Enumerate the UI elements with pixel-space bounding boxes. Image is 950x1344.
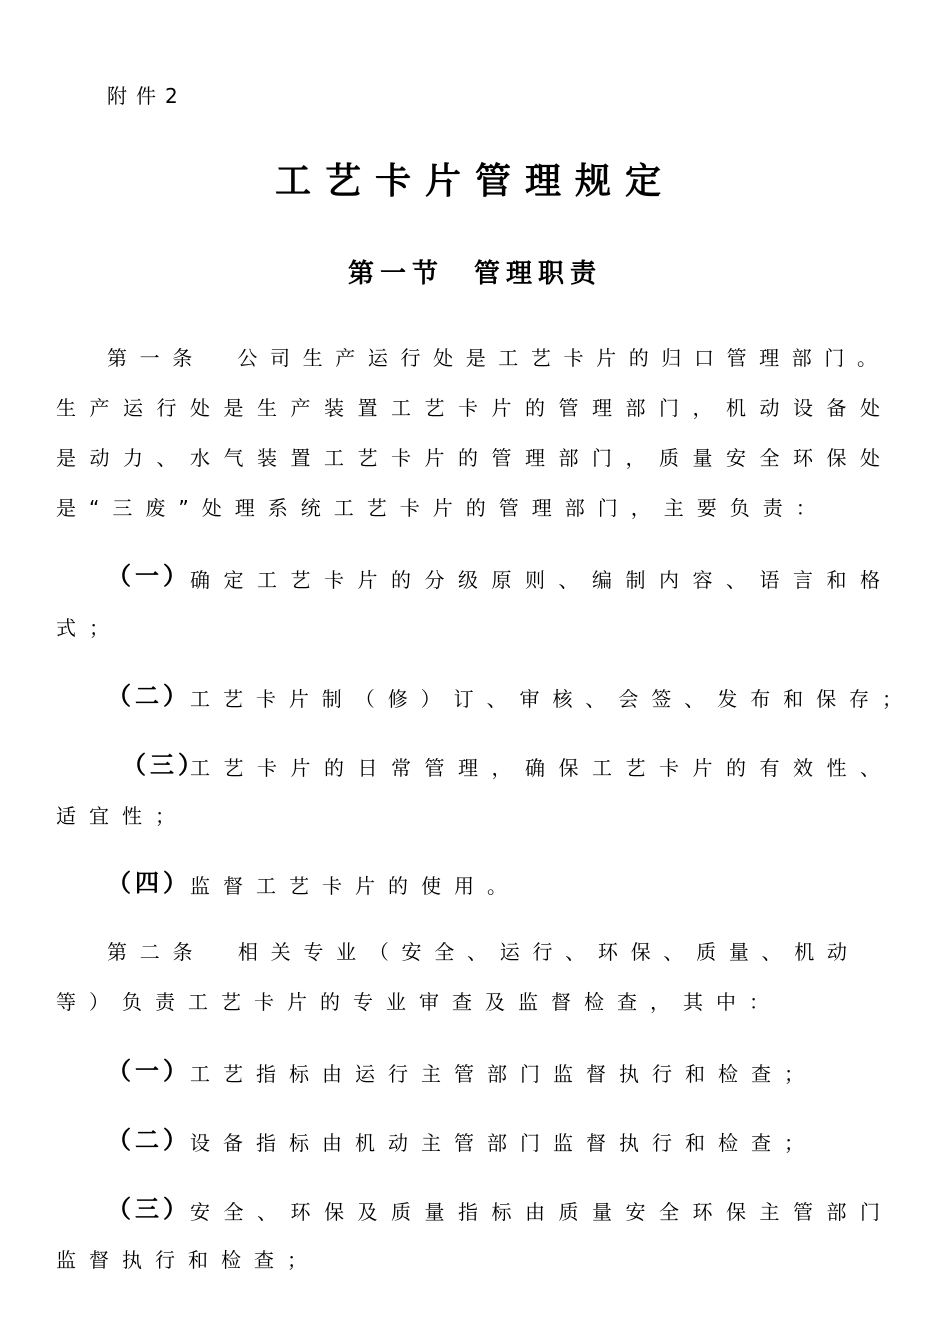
paragraph-line: 设备指标由机动主管部门监督执行和检查； <box>190 1131 817 1155</box>
paragraph-line: 工艺卡片的日常管理，确保工艺卡片的有效性、 <box>190 756 880 780</box>
paragraph-line: 是“三废”处理系统工艺卡片的管理部门，主要负责： <box>56 496 829 520</box>
list-marker: （一） <box>107 562 191 590</box>
list-marker: （一） <box>107 1057 191 1085</box>
paragraph-line: 监督执行和检查； <box>56 1248 320 1272</box>
paragraph-line: 第一条 公司生产运行处是工艺卡片的归口管理部门。 <box>107 346 877 370</box>
document-title: 工艺卡片管理规定 <box>274 161 675 202</box>
section-number: 第一节 <box>347 259 444 289</box>
paragraph-line: 工艺指标由运行主管部门监督执行和检查； <box>190 1062 817 1086</box>
list-marker: （三） <box>122 751 206 779</box>
paragraph-line: 生产运行处是生产装置工艺卡片的管理部门，机动设备处 <box>56 396 880 420</box>
list-marker: （三） <box>107 1195 191 1223</box>
paragraph-line: 工艺卡片制（修）订、审核、会签、发布和保存； <box>190 687 902 711</box>
paragraph-line: 确定工艺卡片的分级原则、编制内容、语言和格 <box>190 568 880 592</box>
paragraph-line: 安全、环保及质量指标由质量安全环保主管部门 <box>190 1200 880 1224</box>
attachment-label: 附件2 <box>107 84 187 108</box>
paragraph-line: 式； <box>56 616 122 640</box>
list-marker: （四） <box>107 869 191 897</box>
paragraph-line: 监督工艺卡片的使用。 <box>190 874 520 898</box>
list-marker: （二） <box>107 682 191 710</box>
paragraph-line: 第二条 相关专业（安全、运行、环保、质量、机动 <box>107 940 847 964</box>
paragraph-line: 是动力、水气装置工艺卡片的管理部门，质量安全环保处 <box>56 446 880 470</box>
section-heading <box>0 256 950 292</box>
paragraph-line: 适宜性； <box>56 804 188 828</box>
section-name: 管理职责 <box>474 259 603 289</box>
paragraph-line: 等）负责工艺卡片的专业审查及监督检查，其中： <box>56 990 782 1014</box>
list-marker: （二） <box>107 1126 191 1154</box>
